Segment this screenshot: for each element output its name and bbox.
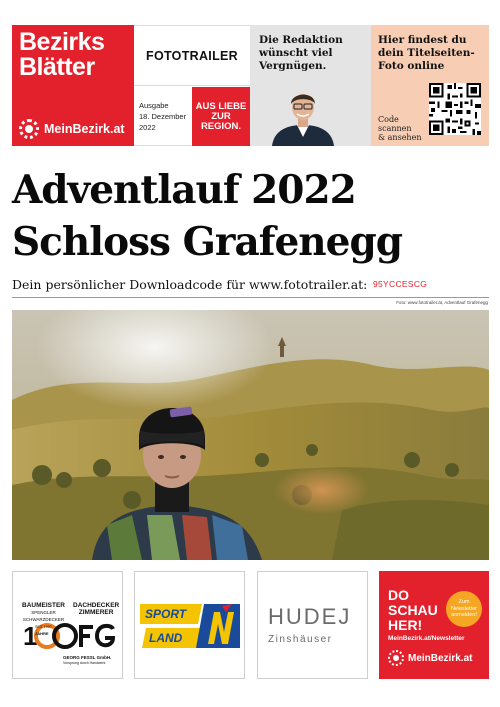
fessl-since: SEIT 1920 bbox=[35, 625, 52, 629]
logo-site bbox=[19, 119, 125, 139]
sponsor-fessl[interactable] bbox=[12, 571, 123, 679]
fessl-trade3: SCHWARZDECKER bbox=[22, 617, 65, 622]
hudej-subtitle: Zinshäuser bbox=[268, 634, 333, 645]
fessl-trade1: BAUMEISTER bbox=[22, 602, 65, 609]
divider bbox=[12, 297, 489, 298]
newsletter-link[interactable]: MeinBezirk.at/Newsletter bbox=[388, 635, 465, 642]
section-label: FOTOTRAILER bbox=[134, 26, 250, 86]
newsletter-badge[interactable]: Zum Newsletter anmelden! bbox=[446, 591, 482, 627]
tagline-line2: ZUR bbox=[211, 110, 231, 122]
editor-portrait bbox=[270, 87, 336, 146]
fessl-company: GEORG FESSL GmbH. bbox=[63, 655, 112, 660]
redaktion-line1: Die Redaktion bbox=[259, 34, 343, 46]
fessl-trades-right bbox=[73, 602, 119, 616]
sportland-text2: LAND bbox=[149, 631, 183, 645]
main-photo bbox=[12, 310, 489, 560]
bezirksblaetter-logo[interactable] bbox=[12, 25, 134, 146]
title-line1: Adventlauf 2022 bbox=[12, 167, 356, 213]
download-code-label: Dein persönlicher Downloadcode für www.fototrailer.at: bbox=[12, 277, 368, 292]
page-title bbox=[12, 164, 402, 268]
edition-box bbox=[134, 25, 250, 146]
newsletter-headline bbox=[388, 588, 438, 633]
titelseite-line3: Foto online bbox=[378, 60, 445, 72]
download-code-value[interactable]: 95YCCESCG bbox=[373, 279, 428, 289]
scan-line2: scannen bbox=[378, 124, 412, 133]
newsletter-line2: SCHAU bbox=[388, 602, 438, 618]
fessl-trade5: ZIMMERER bbox=[78, 609, 114, 616]
titelseite-line2: dein Titelseiten- bbox=[378, 47, 475, 59]
redaktion-line3: Vergnügen. bbox=[259, 60, 327, 72]
newsletter-line1: DO bbox=[388, 587, 409, 603]
fessl-trade2: SPENGLER bbox=[31, 610, 56, 615]
tagline-line1: AUS LIEBE bbox=[195, 100, 247, 112]
sportland-text1: SPORT bbox=[145, 607, 187, 621]
meinbezirk-flower-icon bbox=[388, 650, 404, 666]
photo-credit: Foto: www.fototrailer.at, Adventlauf Grafenegg bbox=[396, 300, 488, 305]
scan-instructions bbox=[378, 115, 421, 142]
title-line2: Schloss Grafenegg bbox=[12, 219, 403, 265]
meinbezirk-flower-icon bbox=[19, 119, 39, 139]
svg-text:1: 1 bbox=[23, 621, 38, 650]
redaktion-message bbox=[259, 34, 343, 73]
qr-code-icon[interactable] bbox=[429, 83, 481, 135]
logo-title-line2: Blätter bbox=[19, 53, 95, 81]
titelseite-line1: Hier findest du bbox=[378, 34, 467, 46]
newsletter-line3: HER! bbox=[388, 617, 423, 633]
header bbox=[12, 25, 489, 146]
scan-line1: Code bbox=[378, 115, 399, 124]
newsletter-site bbox=[388, 650, 472, 666]
fessl-trade4: DACHDECKER bbox=[73, 602, 120, 609]
fessl-jahre: JAHRE bbox=[35, 631, 49, 636]
titelseite-box bbox=[371, 25, 489, 146]
newsletter-ad[interactable] bbox=[379, 571, 489, 679]
edition-line2: 18. Dezember bbox=[139, 112, 187, 121]
edition-line3: 2022 bbox=[139, 123, 156, 132]
logo-site-label: MeinBezirk.at bbox=[44, 122, 125, 136]
scan-line3: & ansehen bbox=[378, 133, 422, 142]
tagline-badge bbox=[192, 87, 250, 146]
fessl-slogan: Vorsprung durch Handwerk bbox=[63, 661, 106, 665]
redaktion-line2: wünscht viel bbox=[259, 47, 333, 59]
newsletter-site-label: MeinBezirk.at bbox=[408, 652, 473, 664]
redaktion-box bbox=[250, 25, 371, 146]
sponsor-hudej[interactable] bbox=[257, 571, 368, 679]
sponsor-sportland[interactable] bbox=[134, 571, 245, 679]
edition-info bbox=[139, 100, 186, 133]
logo-title-line1: Bezirks bbox=[19, 28, 105, 56]
hudej-name: HUDEJ bbox=[268, 604, 352, 629]
titelseite-message bbox=[378, 34, 475, 73]
logo-title bbox=[19, 30, 104, 80]
edition-line1: Ausgabe bbox=[139, 101, 169, 110]
tagline-line3: REGION. bbox=[200, 120, 242, 132]
